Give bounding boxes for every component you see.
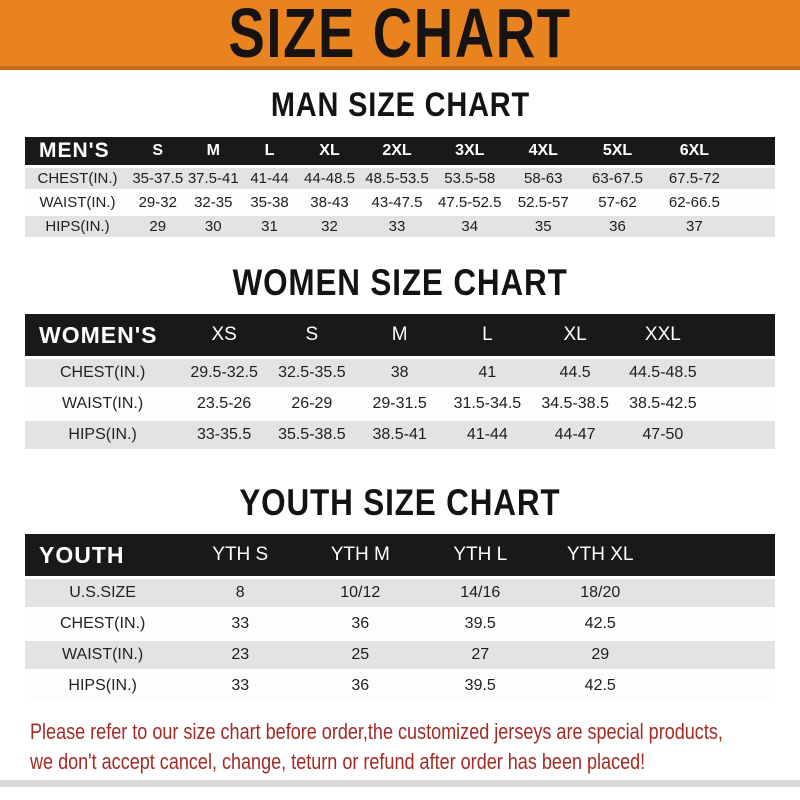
table-cell: 38-43: [310, 194, 349, 211]
women-table-corner-label: WOMEN'S: [39, 321, 158, 348]
youth-table-header-row: [25, 534, 775, 576]
table-cell: 18/20: [580, 584, 621, 601]
women-section-title-text: WOMEN SIZE CHART: [232, 262, 568, 303]
row-label: CHEST(IN.): [37, 170, 118, 187]
table-cell: 29.5-32.5: [190, 364, 258, 381]
row-label: WAIST(IN.): [62, 646, 144, 663]
table-cell: 67.5-72: [668, 170, 720, 187]
table-cell: 47-50: [642, 426, 684, 443]
table-cell: 38.5-41: [372, 426, 427, 443]
table-cell: 32.5-35.5: [278, 364, 346, 381]
spacer-cell: [660, 579, 775, 607]
women-hips-row: [25, 421, 775, 449]
women-size-col-header: XS: [211, 324, 237, 345]
table-cell: 48.5-53.5: [365, 170, 429, 187]
youth-ussize-row: [25, 579, 775, 607]
row-label: U.S.SIZE: [69, 584, 136, 601]
table-cell: 29: [149, 218, 167, 235]
women-size-col-header: L: [482, 324, 493, 345]
table-cell: 44-48.5: [304, 170, 355, 187]
spacer-cell: [660, 610, 775, 638]
table-cell: 37.5-41: [187, 170, 239, 187]
spacer-cell: [707, 314, 775, 356]
women-size-col-header: M: [391, 324, 408, 345]
men-size-table: [25, 134, 775, 240]
men-size-col-header: 4XL: [528, 142, 558, 159]
table-cell: 26-29: [291, 395, 333, 412]
men-size-col-header: 3XL: [455, 142, 485, 159]
men-section-title-text: MAN SIZE CHART: [270, 86, 530, 124]
men-section-title: [0, 86, 800, 124]
table-cell: 34: [461, 218, 479, 235]
table-cell: 8: [235, 584, 245, 601]
table-cell: 34.5-38.5: [541, 395, 609, 412]
table-cell: 41-44: [466, 426, 508, 443]
youth-waist-row: [25, 641, 775, 669]
table-cell: 31: [261, 218, 278, 235]
spacer-cell: [707, 390, 775, 418]
women-waist-row: [25, 390, 775, 418]
table-cell: 38: [390, 364, 409, 381]
row-label: CHEST(IN.): [59, 364, 146, 381]
table-cell: 32-35: [194, 194, 233, 211]
table-cell: 23.5-26: [196, 395, 252, 412]
table-cell: 39.5: [464, 615, 496, 632]
men-hips-row: [25, 216, 775, 237]
table-cell: 44.5: [559, 364, 591, 381]
spacer-cell: [707, 421, 775, 449]
table-cell: 37: [686, 218, 703, 235]
bottom-edge-strip: [0, 780, 800, 787]
row-label: WAIST(IN.): [62, 395, 144, 412]
table-cell: 53.5-58: [444, 170, 496, 187]
table-cell: 14/16: [460, 584, 501, 601]
men-size-col-header: M: [206, 142, 220, 159]
spacer-cell: [707, 359, 775, 387]
table-cell: 35.5-38.5: [278, 426, 346, 443]
women-size-col-header: S: [305, 324, 319, 345]
table-cell: 43-47.5: [371, 194, 423, 211]
youth-table-corner-label: YOUTH: [39, 541, 125, 568]
table-cell: 44.5-48.5: [629, 364, 697, 381]
table-cell: 25: [351, 646, 370, 663]
women-chest-row: [25, 359, 775, 387]
table-cell: 39.5: [464, 677, 496, 694]
men-size-col-header: L: [264, 142, 275, 159]
women-size-table: [25, 311, 775, 452]
order-policy-note-line2: [30, 747, 800, 777]
table-cell: 33: [231, 615, 250, 632]
table-cell: 33: [231, 677, 250, 694]
youth-section-title-text: YOUTH SIZE CHART: [239, 482, 561, 523]
size-chart-banner: [0, 0, 800, 70]
men-size-col-header: XL: [319, 142, 340, 159]
men-waist-row: [25, 192, 775, 213]
order-policy-note-line2-text: we don't accept cancel, change, teturn or refund after order has been placed!: [30, 749, 646, 774]
table-cell: 62-66.5: [668, 194, 720, 211]
table-cell: 47.5-52.5: [438, 194, 502, 211]
table-cell: 31.5-34.5: [453, 395, 522, 412]
table-cell: 44-47: [554, 426, 596, 443]
table-cell: 41: [478, 364, 497, 381]
youth-hips-row: [25, 672, 775, 700]
spacer-cell: [660, 534, 775, 576]
table-cell: 38.5-42.5: [629, 395, 697, 412]
table-cell: 32: [321, 218, 338, 235]
men-size-col-header: S: [152, 142, 164, 159]
youth-chest-row: [25, 610, 775, 638]
spacer-cell: [734, 168, 775, 189]
men-table-header-row: [25, 137, 775, 165]
table-cell: 30: [204, 218, 222, 235]
youth-size-col-header: YTH M: [330, 544, 390, 565]
order-policy-note-line1: [30, 717, 800, 747]
men-table-corner-label: MEN'S: [39, 139, 110, 162]
row-label: HIPS(IN.): [68, 677, 137, 694]
table-cell: 36: [351, 677, 370, 694]
table-cell: 35-38: [250, 194, 289, 211]
spacer-cell: [660, 672, 775, 700]
banner-title: SIZE CHART: [228, 0, 572, 70]
row-label: HIPS(IN.): [45, 218, 110, 235]
order-policy-note-line1-text: Please refer to our size chart before order,the customized jerseys are special products,: [30, 719, 723, 744]
women-section-title: [0, 262, 800, 303]
men-size-col-header: 6XL: [679, 142, 710, 159]
table-cell: 29-31.5: [372, 395, 427, 412]
row-label: WAIST(IN.): [39, 194, 116, 211]
youth-size-col-header: YTH S: [212, 544, 269, 565]
women-size-col-header: XXL: [644, 324, 681, 345]
table-cell: 29-32: [138, 194, 177, 211]
table-cell: 52.5-57: [517, 194, 569, 211]
table-cell: 36: [609, 218, 626, 235]
spacer-cell: [734, 192, 775, 213]
youth-size-col-header: YTH XL: [566, 544, 634, 565]
table-cell: 33-35.5: [196, 426, 252, 443]
table-cell: 42.5: [584, 677, 616, 694]
table-cell: 33: [388, 218, 406, 235]
row-label: HIPS(IN.): [68, 426, 137, 443]
spacer-cell: [660, 641, 775, 669]
table-cell: 23: [231, 646, 250, 663]
table-cell: 36: [351, 615, 370, 632]
youth-section-title: [0, 482, 800, 523]
youth-size-col-header: YTH L: [453, 544, 508, 565]
men-size-col-header: 2XL: [382, 142, 412, 159]
table-cell: 41-44: [250, 170, 289, 187]
spacer-cell: [734, 216, 775, 237]
table-cell: 57-62: [598, 194, 637, 211]
table-cell: 10/12: [340, 584, 381, 601]
table-cell: 35: [534, 218, 552, 235]
men-chest-row: [25, 168, 775, 189]
table-cell: 42.5: [584, 615, 616, 632]
table-cell: 58-63: [524, 170, 563, 187]
row-label: CHEST(IN.): [59, 615, 146, 632]
spacer-cell: [734, 137, 775, 165]
table-cell: 63-67.5: [592, 170, 643, 187]
table-cell: 35-37.5: [132, 170, 184, 187]
table-cell: 29: [591, 646, 610, 663]
men-size-col-header: 5XL: [602, 142, 633, 159]
youth-size-table: [25, 531, 775, 703]
women-table-header-row: [25, 314, 775, 356]
women-size-col-header: XL: [563, 324, 587, 345]
table-cell: 27: [471, 646, 490, 663]
